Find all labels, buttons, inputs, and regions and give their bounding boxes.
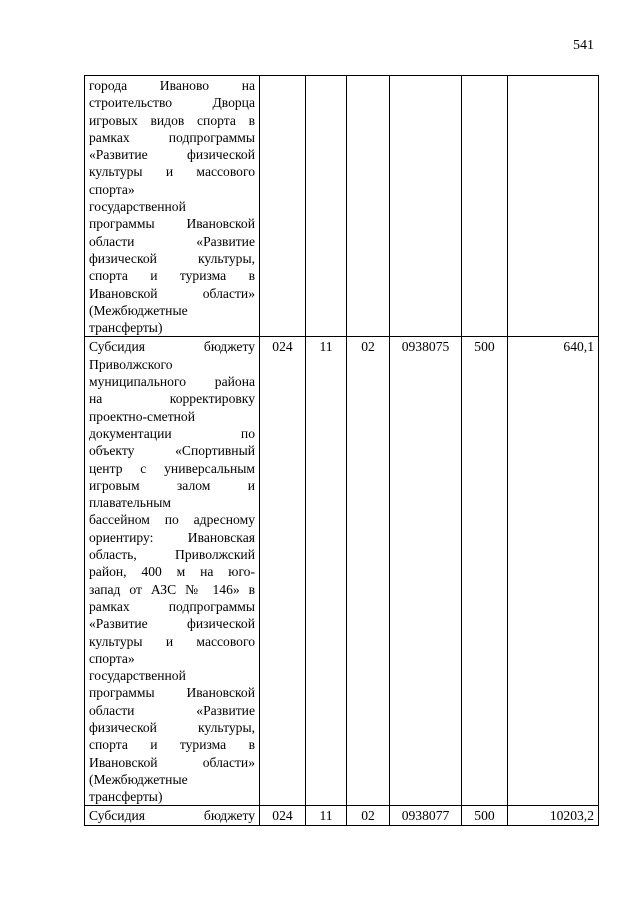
item-name-line: ориентиру: Ивановская [89, 529, 255, 545]
item-name-line: игровых видов спорта в [89, 112, 255, 128]
item-name-line: физической культуры, [89, 250, 255, 266]
subsection-code-cell: 02 [347, 806, 390, 825]
item-name-line: рамках подпрограммы [89, 598, 255, 614]
target-article-cell [390, 76, 462, 337]
item-name-line: города Иваново на [89, 78, 255, 93]
item-name-line: проектно-сметной [89, 408, 195, 424]
item-name-line: культуры и массового [89, 164, 255, 180]
subsection-code-cell: 02 [347, 337, 390, 806]
item-name-line: Субсидия бюджету [89, 808, 255, 824]
item-name-line: игровым залом и [89, 477, 255, 493]
item-name-line: рамках подпрограммы [89, 129, 255, 145]
ministry-code-cell: 024 [260, 337, 306, 806]
table-row [85, 337, 599, 806]
item-name-line: государственной [89, 668, 186, 684]
item-name-line: запад от АЗС № 146» в [89, 581, 255, 597]
item-name-line: плавательным [89, 495, 171, 511]
item-name-line: на корректировку [89, 391, 255, 407]
target-article-cell: 0938077 [390, 806, 462, 825]
amount-cell: 10203,2 [508, 806, 599, 825]
item-name-line: трансферты) [89, 789, 163, 805]
page-number: 541 [573, 38, 594, 53]
item-name-line: «Развитие физической [89, 616, 255, 632]
item-name-cell [85, 806, 260, 825]
item-name-line: спорта» [89, 181, 135, 197]
item-name-line: центр с универсальным [89, 460, 255, 476]
item-name-line: область, Приволжский [89, 547, 255, 563]
item-name-line: Ивановской области» [89, 754, 255, 770]
table-row [85, 806, 599, 825]
item-name-line: области «Развитие [89, 233, 255, 249]
section-code-cell [306, 76, 347, 337]
ministry-code-cell: 024 [260, 806, 306, 825]
item-name-line: спорта и туризма в [89, 737, 255, 753]
subsection-code-cell [347, 76, 390, 337]
amount-cell: 640,1 [508, 337, 599, 806]
item-name-line: бассейном по адресному [89, 512, 255, 528]
item-name-line: (Межбюджетные [89, 302, 188, 318]
table-row [85, 76, 599, 337]
item-name-line: (Межбюджетные [89, 771, 188, 787]
amount-cell [508, 76, 599, 337]
item-name-cell [85, 76, 260, 337]
item-name-line: объекту «Спортивный [89, 443, 255, 459]
item-name-line: Ивановской области» [89, 285, 255, 301]
expense-type-cell [462, 76, 508, 337]
item-name-line: Субсидия бюджету [89, 339, 255, 355]
table-body [85, 76, 599, 826]
item-name-line: государственной [89, 199, 186, 215]
item-name-line: документации по [89, 425, 255, 441]
item-name-line: строительство Дворца [89, 95, 255, 111]
item-name-line: район, 400 м на юго- [89, 564, 255, 580]
item-name-cell [85, 337, 260, 806]
target-article-cell: 0938075 [390, 337, 462, 806]
item-name-line: программы Ивановской [89, 685, 255, 701]
item-name-line: области «Развитие [89, 702, 255, 718]
item-name-line: муниципального района [89, 374, 255, 390]
section-code-cell: 11 [306, 337, 347, 806]
budget-table [84, 75, 599, 826]
item-name-line: трансферты) [89, 320, 163, 336]
section-code-cell: 11 [306, 806, 347, 825]
item-name-line: спорта» [89, 650, 135, 666]
item-name-line: спорта и туризма в [89, 268, 255, 284]
item-name-line: Приволжского [89, 356, 173, 372]
item-name-line: программы Ивановской [89, 216, 255, 232]
item-name-line: физической культуры, [89, 719, 255, 735]
ministry-code-cell [260, 76, 306, 337]
item-name-line: «Развитие физической [89, 147, 255, 163]
expense-type-cell: 500 [462, 806, 508, 825]
item-name-line: культуры и массового [89, 633, 255, 649]
expense-type-cell: 500 [462, 337, 508, 806]
